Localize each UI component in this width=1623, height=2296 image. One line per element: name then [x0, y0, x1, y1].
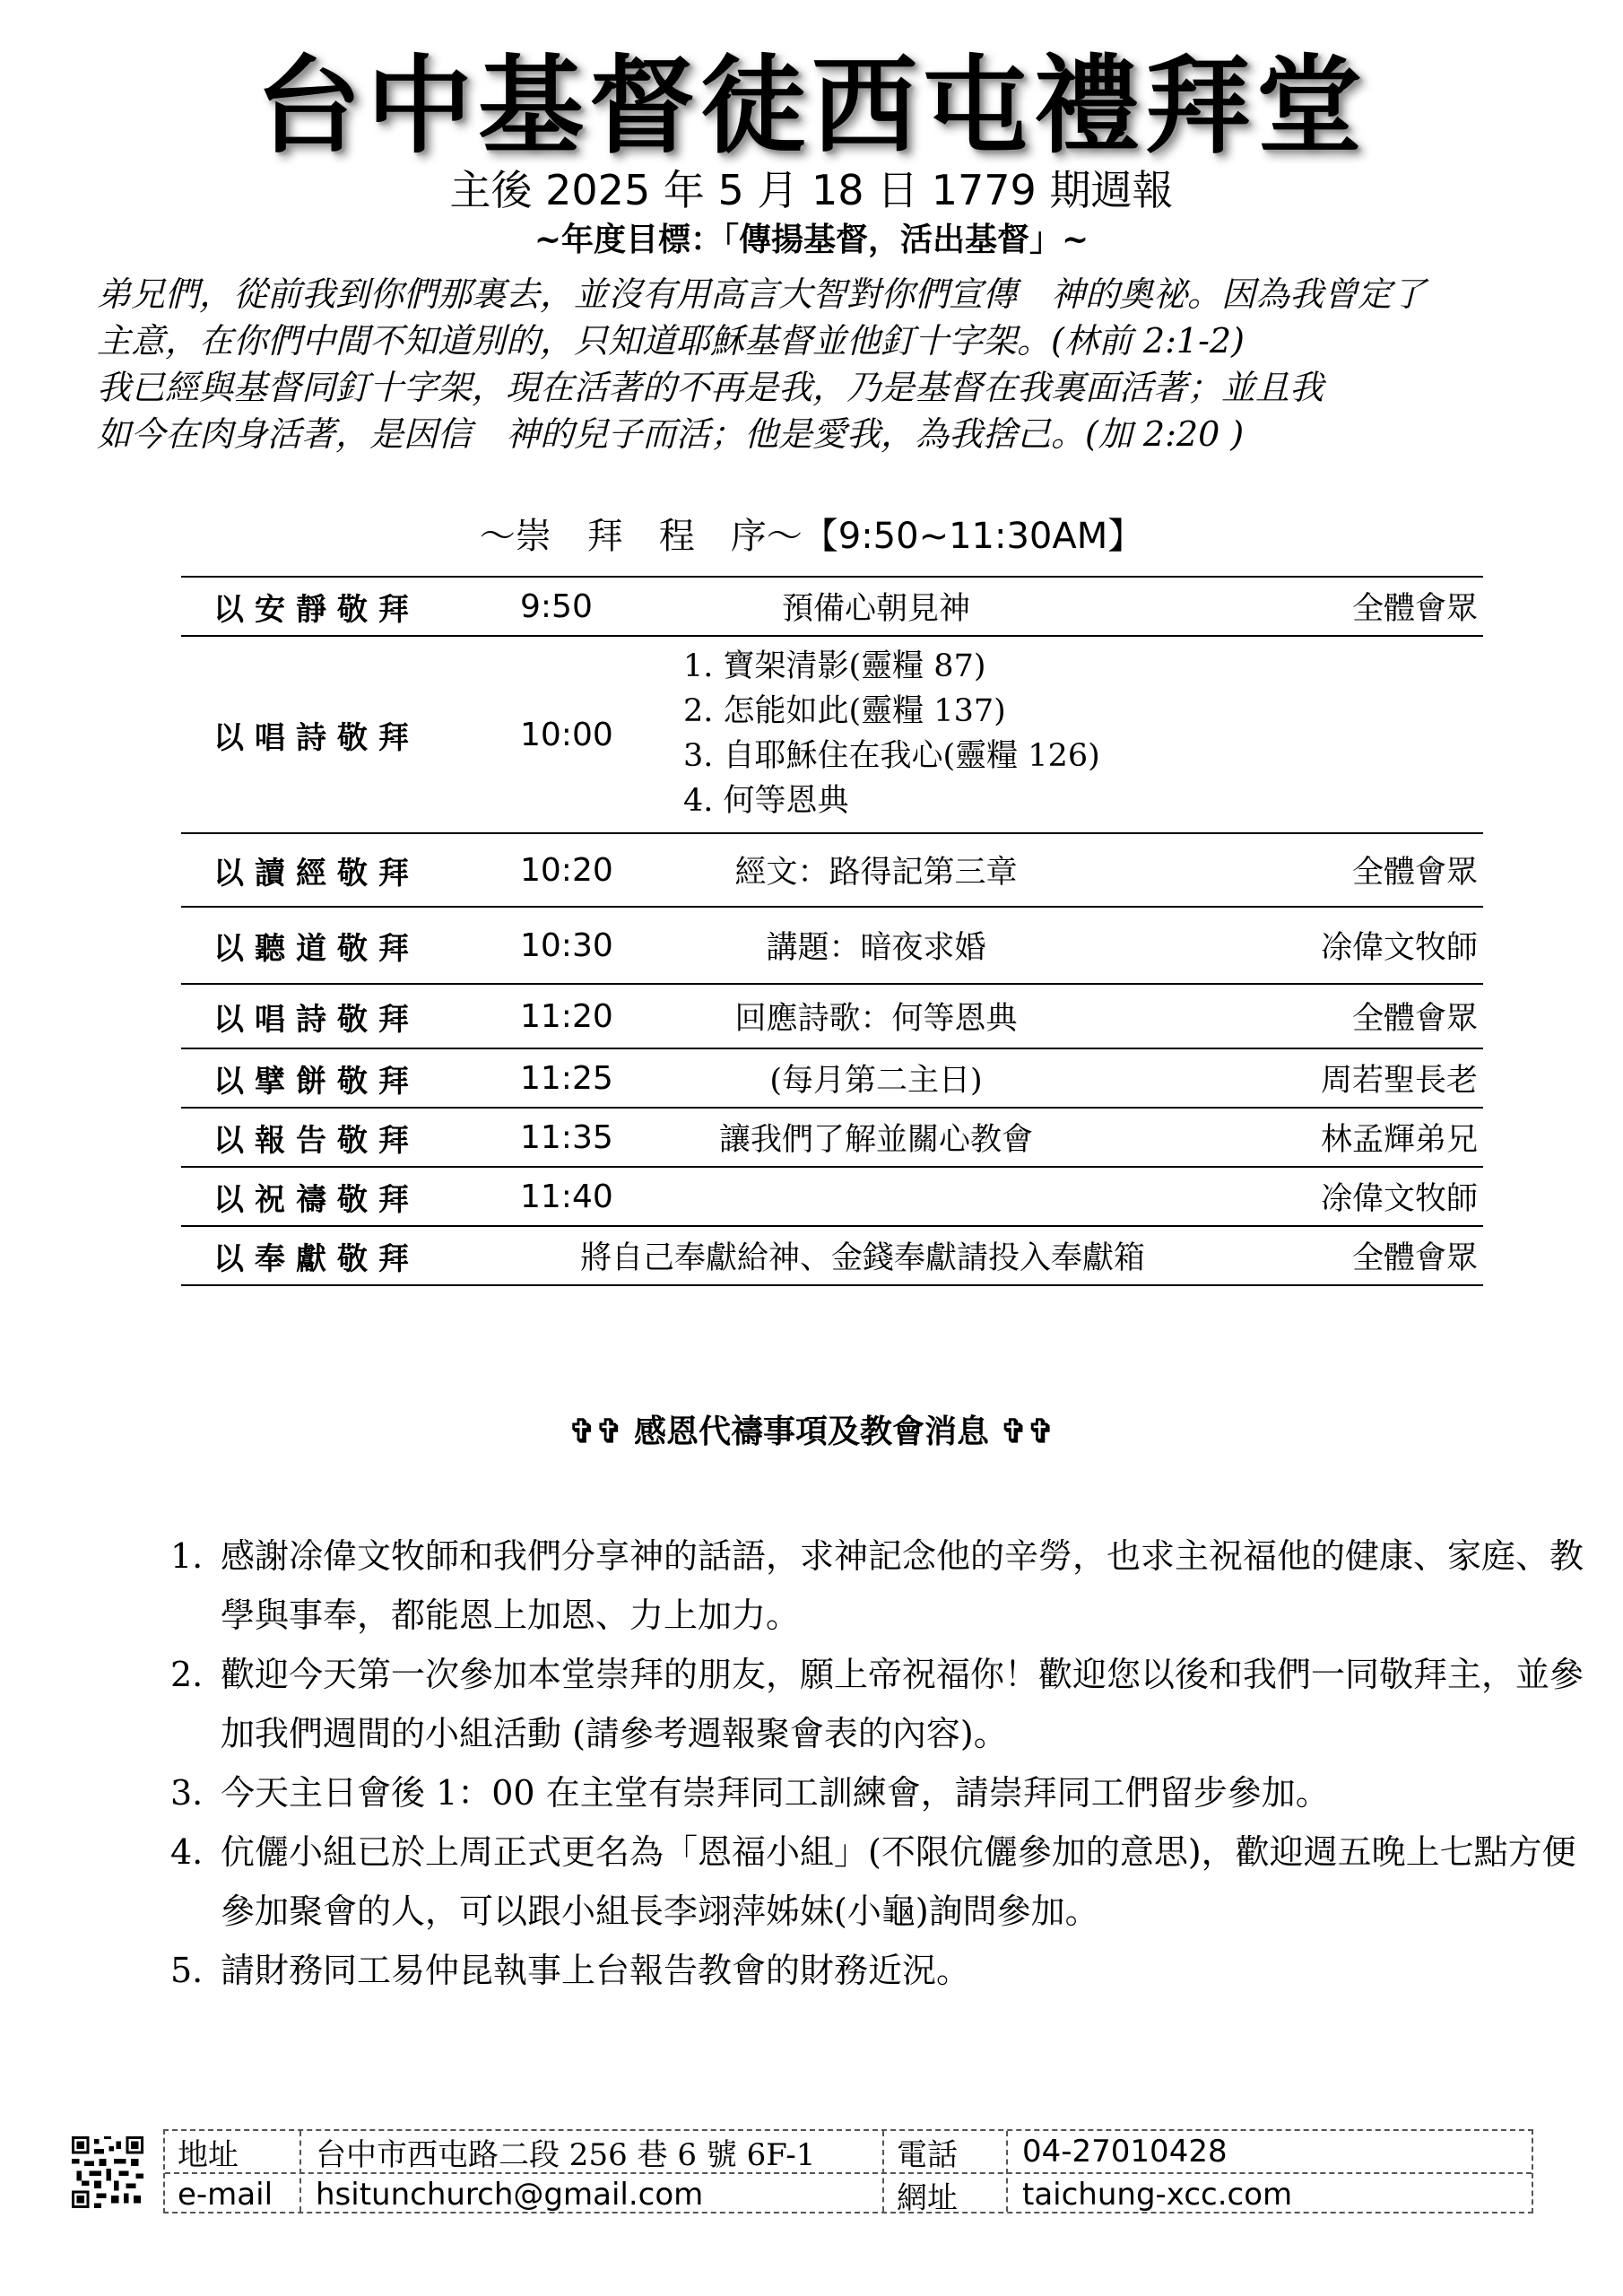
program-item-time: 10:30	[520, 926, 613, 964]
website-label: 網址	[897, 2179, 958, 2216]
program-item-desc: 將自己奉獻給神、金錢奉獻請投入奉獻箱	[579, 1240, 1145, 1276]
program-item-desc: 講題：暗夜求婚	[766, 930, 986, 966]
worship-program-table	[181, 576, 1483, 1286]
news-item	[170, 1941, 1596, 2000]
program-item-leader: 林孟輝弟兄	[1320, 1122, 1478, 1158]
phone-value: 04-27010428	[1022, 2134, 1228, 2170]
program-item-leader: 全體會眾	[1351, 1240, 1478, 1276]
program-item-leader: 周若聖長老	[1320, 1063, 1478, 1099]
contact-footer	[163, 2129, 1533, 2216]
program-item-name: 以唱詩敬拜	[213, 1001, 420, 1038]
footer-row	[165, 2174, 1532, 2215]
program-item-time: 11:35	[520, 1118, 613, 1156]
program-item-desc: 經文：路得記第三章	[734, 855, 1018, 891]
program-row	[181, 834, 1483, 908]
program-item-name: 以奉獻敬拜	[213, 1240, 420, 1277]
program-item-name: 以唱詩敬拜	[213, 719, 420, 756]
program-row	[181, 908, 1483, 985]
program-item-name: 以擘餅敬拜	[213, 1063, 420, 1100]
email-link[interactable]: hsitunchurch@gmail.com	[316, 2177, 704, 2213]
worship-order-title: ～崇 拜 程 序～【9:50~11:30AM】	[479, 516, 1144, 557]
program-item-name: 以聽道敬拜	[213, 930, 420, 967]
program-row	[181, 1049, 1483, 1109]
email-label: e-mail	[178, 2177, 273, 2213]
news-item-number: 3.	[170, 1773, 204, 1813]
program-item-time: 11:20	[520, 997, 613, 1035]
program-item-desc: 讓我們了解並關心教會	[718, 1122, 1033, 1158]
issue-line: 主後 2025 年 5 月 18 日 1779 期週報	[449, 166, 1174, 214]
news-list	[170, 1526, 1596, 2000]
program-row	[181, 1168, 1483, 1227]
program-item-desc	[594, 1168, 1159, 1225]
news-item-number: 2.	[170, 1655, 204, 1694]
news-item-text: 今天主日會後 1：00 在主堂有崇拜同工訓練會，請崇拜同工們留步參加。	[221, 1773, 1330, 1813]
program-item-name: 以報告敬拜	[213, 1122, 420, 1159]
program-item-name: 以安靜敬拜	[213, 591, 420, 628]
phone-label: 電話	[897, 2136, 958, 2173]
verse-line: 主意，在你們中間不知道別的，只知道耶穌基督並他釘十字架。(林前 2:1-2)	[97, 321, 1245, 361]
program-item-leader: 凃偉文牧師	[1320, 930, 1478, 966]
qr-code-icon	[72, 2136, 143, 2208]
program-item-time: 10:20	[520, 851, 613, 889]
program-item-name: 以讀經敬拜	[213, 855, 420, 891]
church-title: 台中基督徒西屯禮拜堂	[255, 43, 1367, 168]
program-row	[181, 576, 1483, 637]
news-item-text: 感謝凃偉文牧師和我們分享神的話語，求神記念他的辛勞，也求主祝福他的健康、家庭、教學與事奉，都能恩上加恩、力上加力。	[221, 1536, 1584, 1635]
news-item	[170, 1645, 1596, 1763]
program-row	[181, 985, 1483, 1049]
news-item-text: 伉儷小組已於上周正式更名為「恩福小組」(不限伉儷參加的意思)，歡迎週五晚上七點方便參加聚會的人，可以跟小組長李翊萍姊妹(小龜)詢問參加。	[221, 1832, 1576, 1931]
program-item-time: 11:25	[520, 1059, 613, 1097]
news-item-number: 4.	[170, 1832, 204, 1872]
annual-goal: ~年度目標：「傳揚基督，活出基督」~	[534, 221, 1089, 258]
program-item-leader: 全體會眾	[1351, 591, 1478, 627]
news-item-text: 歡迎今天第一次參加本堂崇拜的朋友，願上帝祝福你！歡迎您以後和我們一同敬拜主，並參加我們週間的小組活動 (請參考週報聚會表的內容)。	[221, 1655, 1584, 1753]
song-list	[683, 644, 1100, 823]
program-item-time: 11:40	[520, 1178, 613, 1215]
news-item	[170, 1526, 1596, 1645]
news-item	[170, 1822, 1596, 1941]
address-label: 地址	[178, 2136, 239, 2173]
song-item: 4. 何等恩典	[683, 783, 849, 819]
program-row	[181, 637, 1483, 834]
news-item-text: 請財務同工易仲昆執事上台報告教會的財務近況。	[221, 1951, 971, 1990]
program-item-desc: 回應詩歌：何等恩典	[734, 1001, 1018, 1037]
scripture-verses	[97, 271, 1567, 457]
news-section-title: ✞✞ 感恩代禱事項及教會消息 ✞✞	[568, 1413, 1055, 1450]
website-link[interactable]: taichung-xcc.com	[1022, 2177, 1293, 2213]
program-item-desc: (每月第二主日)	[769, 1063, 983, 1099]
program-item-leader: 凃偉文牧師	[1320, 1181, 1478, 1217]
program-item-time: 9:50	[520, 587, 593, 625]
program-item-leader: 全體會眾	[1351, 1001, 1478, 1037]
news-item-number: 5.	[170, 1951, 204, 1990]
news-item	[170, 1763, 1596, 1822]
program-item-name: 以祝禱敬拜	[213, 1181, 420, 1218]
song-item: 3. 自耶穌住在我心(靈糧 126)	[683, 738, 1100, 774]
song-item: 1. 寶架清影(靈糧 87)	[683, 648, 986, 684]
program-item-time: 10:00	[520, 716, 613, 753]
news-item-number: 1.	[170, 1536, 204, 1576]
verse-line: 如今在肉身活著，是因信 神的兒子而活；他是愛我，為我捨己。(加 2:20 )	[97, 414, 1245, 454]
song-item: 2. 怎能如此(靈糧 137)	[683, 693, 1006, 729]
program-item-desc: 預備心朝見神	[781, 591, 970, 627]
verse-line: 弟兄們，從前我到你們那裏去，並沒有用高言大智對你們宣傳 神的奧祕。因為我曾定了	[97, 274, 1427, 314]
address-value: 台中市西屯路二段 256 巷 6 號 6F-1	[316, 2136, 816, 2173]
program-row	[181, 1109, 1483, 1168]
footer-row	[165, 2131, 1532, 2174]
verse-line: 我已經與基督同釘十字架，現在活著的不再是我，乃是基督在我裏面活著；並且我	[97, 368, 1324, 407]
program-item-leader: 全體會眾	[1351, 855, 1478, 891]
program-row	[181, 1227, 1483, 1286]
